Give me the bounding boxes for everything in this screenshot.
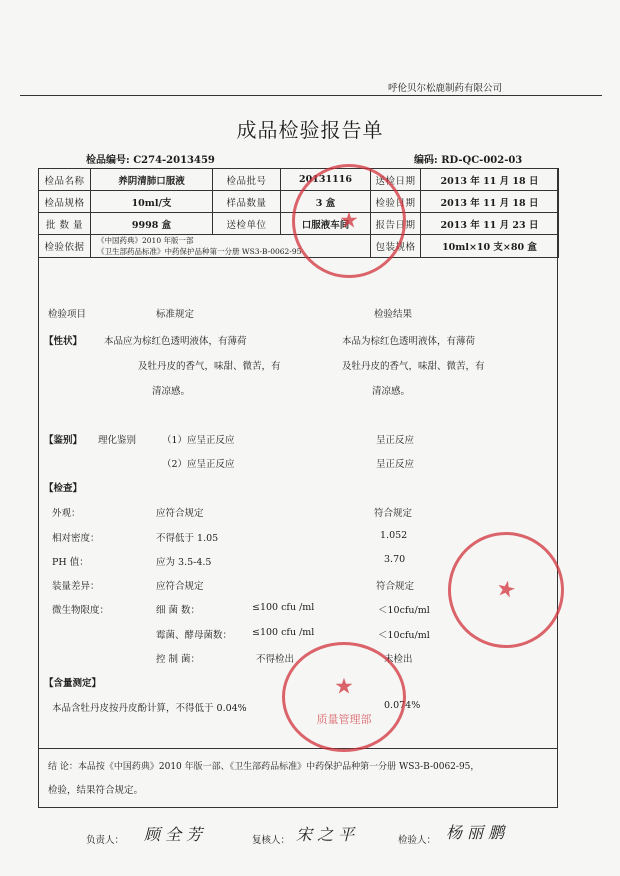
sender-value: 口服液车间	[281, 213, 371, 235]
company-seal	[292, 164, 406, 278]
sent-date-label: 送检日期	[371, 169, 421, 191]
test-date-value: 2013 年 11 月 18 日	[421, 191, 559, 213]
sample-value: 3 盒	[281, 191, 371, 213]
basis-line-1: 《中国药典》2010 年版一部	[97, 236, 194, 245]
control-name: 控 制 菌：	[156, 654, 201, 665]
density-res: 1.052	[380, 530, 408, 541]
bacteria-std: ≤100 cfu /ml	[252, 602, 315, 613]
sample-label: 样品数量	[213, 191, 281, 213]
spec-value: 10ml/支	[91, 191, 213, 213]
ph-std: 应为 3.5-4.5	[156, 557, 212, 568]
qa-seal	[282, 642, 406, 752]
col-result: 检验结果	[374, 309, 413, 320]
form-code	[414, 151, 522, 166]
identification-std-1: （1）应呈正反应	[162, 435, 235, 446]
mold-std: ≤100 cfu /ml	[252, 627, 315, 638]
spec-label: 检品规格	[39, 191, 91, 213]
name-label: 检品名称	[39, 169, 91, 191]
properties-res-3: 清凉感。	[372, 386, 411, 397]
assay-res: 0.074%	[384, 700, 421, 711]
batch-value: 20131116	[281, 169, 371, 191]
appearance-label: 外观：	[52, 508, 81, 519]
assay-std: 本品含牡丹皮按丹皮酚计算，不得低于 0.04%	[52, 703, 247, 714]
properties-res-2: 及牡丹皮的香气，味甜、微苦，有	[342, 361, 485, 372]
reviewer-signature: 宋 之 平	[296, 825, 355, 844]
density-std: 不得低于 1.05	[156, 533, 219, 544]
ph-res: 3.70	[384, 554, 406, 565]
appearance-std: 应符合规定	[156, 508, 204, 519]
appearance-res: 符合规定	[374, 508, 413, 519]
report-date-value: 2013 年 11 月 23 日	[421, 213, 559, 235]
control-std: 不得检出	[256, 654, 295, 665]
header-rule	[20, 95, 602, 96]
ph-label: PH 值：	[52, 557, 89, 568]
fill-std: 应符合规定	[156, 581, 204, 592]
doc-number	[86, 151, 215, 166]
batch-label: 检品批号	[213, 169, 281, 191]
seal-star-icon: ★	[493, 575, 519, 605]
pack-label: 包装规格	[371, 235, 421, 258]
micro-label: 微生物限度：	[52, 605, 110, 616]
form-code-label: 编码:	[414, 155, 438, 166]
inspector-label: 检验人：	[398, 835, 437, 846]
qa-seal-text: 质量管理部	[316, 713, 372, 726]
sender-label: 送检单位	[213, 213, 281, 235]
company-name: 呼伦贝尔松鹿制药有限公司	[388, 83, 503, 94]
conclusion-line-1: 结 论：本品按《中国药典》2010 年版一部、《卫生部药品标准》中药保护品种第一分册 WS3-B-0062-95，	[48, 762, 480, 772]
test-date-label: 检验日期	[371, 191, 421, 213]
identification-label: 【鉴别】	[44, 435, 83, 446]
form-code-value: RD-QC-002-03	[441, 155, 523, 166]
properties-label: 【性状】	[44, 336, 83, 347]
identification-sub: 理化鉴别	[98, 435, 137, 446]
doc-number-label: 检品编号:	[86, 155, 130, 166]
pack-value: 10ml×10 支×80 盒	[421, 235, 559, 258]
name-value: 养阴清肺口服液	[91, 169, 213, 191]
seal-star-icon: ★	[334, 674, 354, 700]
properties-std-2: 及牡丹皮的香气，味甜、微苦，有	[138, 361, 281, 372]
control-res: 未检出	[384, 654, 413, 665]
bacteria-res: ＜10cfu/ml	[378, 605, 430, 616]
conclusion-divider	[38, 748, 558, 749]
properties-std-3: 清凉感。	[152, 386, 191, 397]
reviewer-label: 复核人：	[252, 835, 291, 846]
density-label: 相对密度：	[52, 533, 100, 544]
fill-label: 装量差异：	[52, 581, 100, 592]
bacteria-name: 细 菌 数：	[156, 605, 201, 616]
basis-line-2: 《卫生部药品标准》中药保护品种第一分册 WS3-B-0062-95	[97, 247, 302, 256]
basis-label: 检验依据	[39, 235, 91, 258]
properties-res-1: 本品为棕红色透明液体，有薄荷	[342, 336, 476, 347]
inspection-label: 【检查】	[44, 483, 83, 494]
page-title: 成品检验报告单	[236, 118, 384, 142]
inspector-signature: 杨 丽 鹏	[446, 823, 505, 842]
col-standard: 标准规定	[156, 309, 195, 320]
assay-label: 【含量测定】	[44, 678, 102, 689]
conclusion-line-2: 检验，结果符合规定。	[48, 785, 144, 796]
doc-number-value: C274-2013459	[133, 155, 215, 166]
responsible-signature: 顾 全 芳	[144, 825, 203, 844]
sent-date-value: 2013 年 11 月 18 日	[421, 169, 559, 191]
fill-res: 符合规定	[376, 581, 415, 592]
mold-res: ＜10cfu/ml	[378, 630, 430, 641]
mold-name: 霉菌、酵母菌数：	[156, 630, 233, 641]
properties-std-1: 本品应为棕红色透明液体，有薄荷	[104, 336, 247, 347]
col-item: 检验项目	[48, 309, 87, 320]
qty-value: 9998 盒	[91, 213, 213, 235]
responsible-label: 负责人：	[86, 835, 125, 846]
qty-label: 批 数 量	[39, 213, 91, 235]
report-date-label: 报告日期	[371, 213, 421, 235]
seal-star-icon: ★	[339, 208, 359, 234]
identification-res-1: 呈正反应	[376, 435, 415, 446]
info-row	[39, 169, 559, 191]
identification-std-2: （2）应呈正反应	[162, 459, 235, 470]
identification-res-2: 呈正反应	[376, 459, 415, 470]
